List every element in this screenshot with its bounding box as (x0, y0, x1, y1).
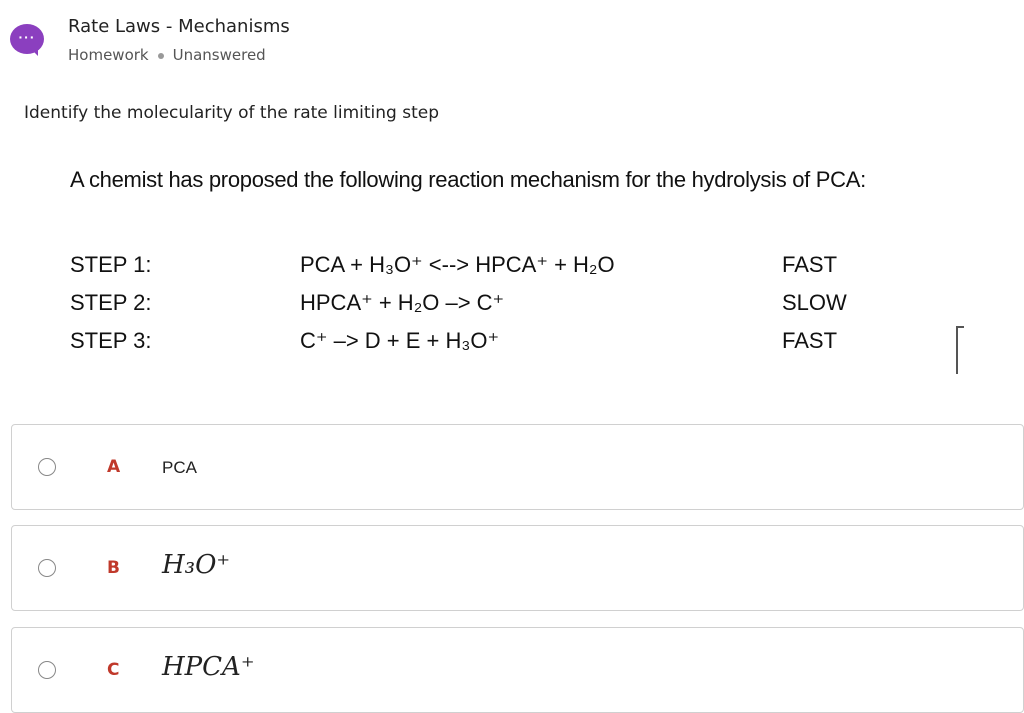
option-text: PCA (162, 458, 197, 477)
answer-option-c[interactable] (11, 627, 1024, 713)
answer-option-b[interactable] (11, 525, 1024, 611)
step-3-reaction: C⁺ –> D + E + H₃O⁺ (300, 328, 500, 353)
step-1-label: STEP 1: (70, 252, 152, 277)
step-1-reaction: PCA + H₃O⁺ <--> HPCA⁺ + H₂O (300, 252, 615, 277)
step-2-label: STEP 2: (70, 290, 152, 315)
option-letter: C (107, 660, 120, 680)
radio-button[interactable] (38, 458, 56, 476)
answer-option-a[interactable] (11, 424, 1024, 510)
radio-button[interactable] (38, 661, 56, 679)
option-text: HPCA⁺ (162, 652, 255, 682)
step-3-rate: FAST (782, 328, 838, 353)
status-label: Unanswered (172, 46, 266, 64)
header (0, 0, 1024, 80)
category-label: Homework (68, 46, 149, 64)
option-text: H₃O⁺ (162, 550, 231, 580)
step-1-rate: FAST (782, 252, 838, 277)
step-2-reaction: HPCA⁺ + H₂O –> C⁺ (300, 290, 505, 315)
option-letter: A (107, 457, 121, 477)
text-cursor-icon (956, 326, 964, 374)
radio-button[interactable] (38, 559, 56, 577)
step-3-label: STEP 3: (70, 328, 152, 353)
problem-image (70, 167, 970, 353)
question-text: Identify the molecularity of the rate limiting step (24, 103, 440, 123)
option-letter: B (107, 558, 120, 578)
page-title: Rate Laws - Mechanisms (68, 16, 290, 37)
separator-dot-icon (158, 53, 164, 59)
step-2-rate: SLOW (782, 290, 847, 315)
question-meta (68, 46, 266, 64)
chat-avatar-icon[interactable]: ··· (10, 24, 44, 54)
problem-intro: A chemist has proposed the following reaction mechanism for the hydrolysis of PCA: (70, 167, 866, 192)
